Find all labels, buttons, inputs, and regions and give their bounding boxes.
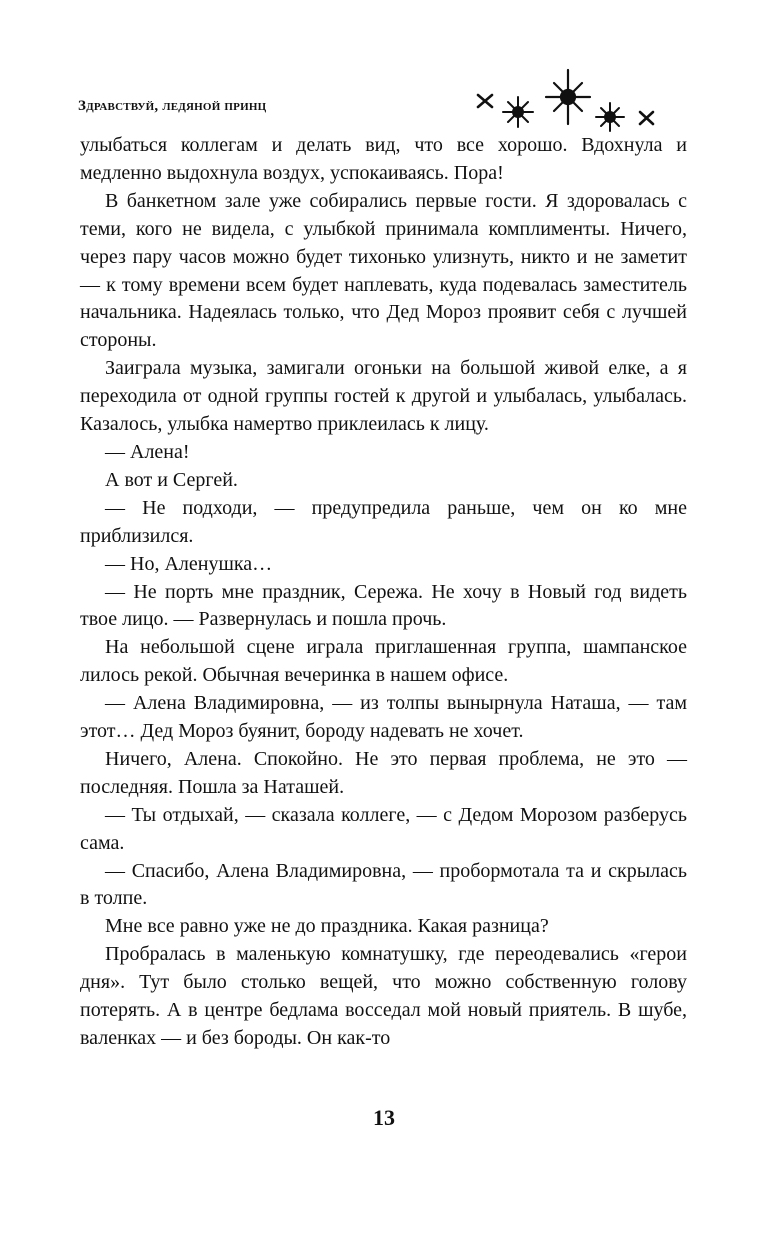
paragraph: В банкетном зале уже собирались первые гости. Я здоровалась с теми, кого не видела, с улыбкой принимала комплименты. Ничего, через пару часов можно будет тихонько улизнуть, никто и не заметит — к тому времени всем будет наплевать, куда подевалась заместитель начальника. Надеялась только, что Дед Мороз проявит себя с лучшей стороны. [80,189,687,352]
paragraph: Пробралась в маленькую комнатушку, где переодевались «герои дня». Тут было столько вещей, что можно собственную голову потерять. А в центре бедлама восседал мой новый приятель. В шубе, валенках — и без бороды. Он как-то [80,943,687,1049]
stars-icon [470,62,670,142]
running-title: Здравствуй, ледяной принц [78,98,267,114]
small-star-icon [478,95,492,107]
medium-star-right-icon [596,103,624,131]
paragraph: На небольшой сцене играла приглашенная группа, шампанское лилось рекой. Обычная вечеринка в нашем офисе. [80,636,687,687]
paragraph: Ничего, Алена. Спокойно. Не это первая проблема, не это — последняя. Пошла за Наташей. [80,747,687,798]
paragraph: Мне все равно уже не до праздника. Какая разница? [105,915,549,938]
paragraph: — Алена! [105,440,190,463]
page-number: 13 [373,1105,395,1130]
small-star-right-icon [640,112,653,124]
paragraph: — Не подходи, — предупредила раньше, чем он ко мне приблизился. [80,496,687,547]
paragraph: — Ты отдыхай, — сказала коллеге, — с Дедом Морозом разберусь сама. [80,803,687,854]
large-star-icon [546,70,590,124]
medium-star-icon [503,97,533,127]
paragraph: — Но, Аленушка… [105,552,273,575]
body-text [80,132,687,1053]
paragraph: — Алена Владимировна, — из толпы вынырнула Наташа, — там этот… Дед Мороз буянит, бороду надевать не хочет. [80,692,687,743]
paragraph: — Не порть мне праздник, Сережа. Не хочу в Новый год видеть твое лицо. — Развернулась и пошла прочь. [80,580,687,631]
paragraph: А вот и Сергей. [105,468,238,491]
paragraph: улыбаться коллегам и делать вид, что все хорошо. Вдохнула и медленно выдохнула воздух, успокаиваясь. Пора! [80,134,687,184]
paragraph: — Спасибо, Алена Владимировна, — пробормотала та и скрылась в толпе. [80,859,687,910]
paragraph: Заиграла музыка, замигали огоньки на большой живой елке, а я переходила от одной группы гостей к другой и улыбалась, улыбалась. Казалось, улыбка намертво приклеилась к лицу. [80,357,687,436]
